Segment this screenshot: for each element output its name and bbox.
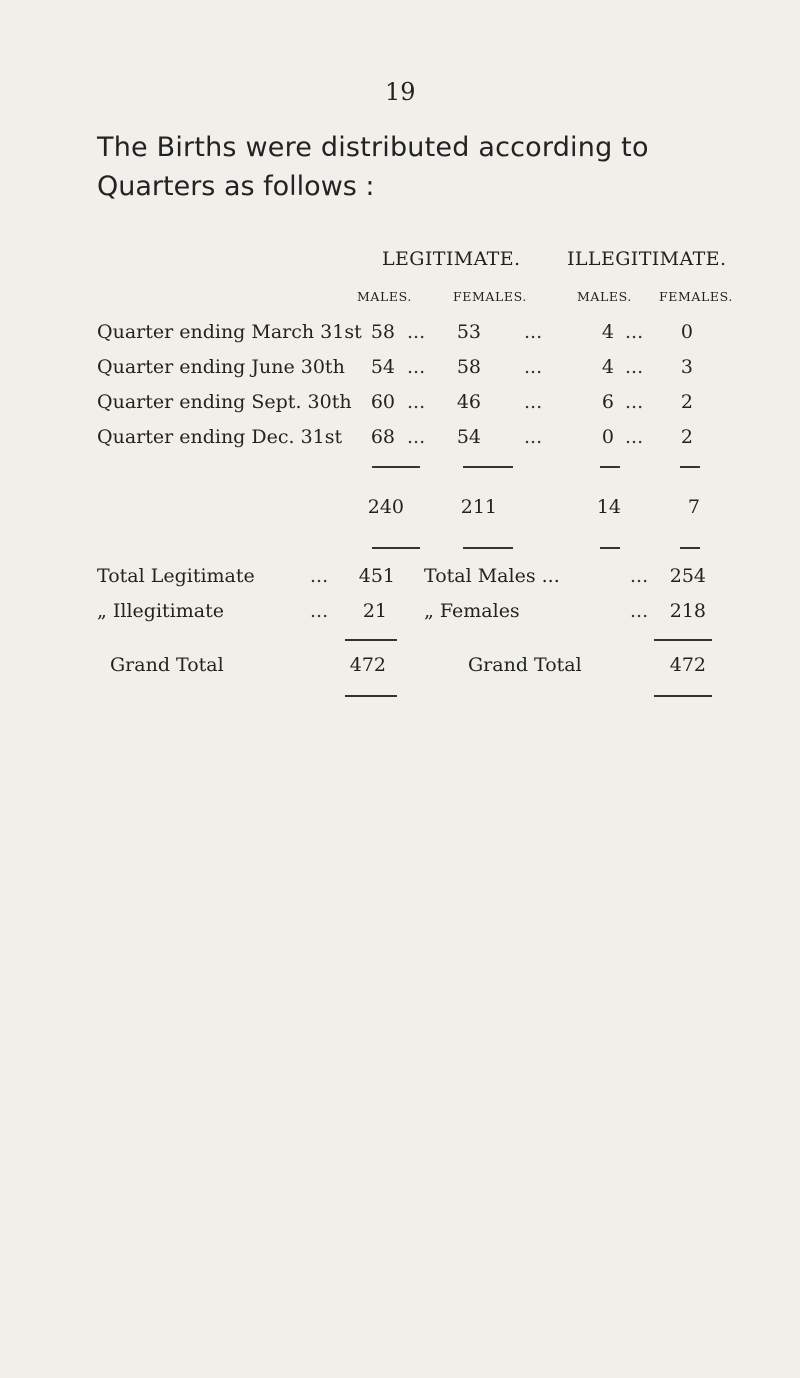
cell-illegit-females: 3	[680, 356, 693, 378]
total-illegit-females: 7	[687, 496, 700, 518]
summary-value: 21	[362, 600, 387, 622]
rule	[345, 639, 397, 641]
leader-dots: ...	[625, 391, 644, 413]
page-number: 19	[385, 78, 416, 106]
cell-illegit-males: 6	[601, 391, 614, 413]
leader-dots: ...	[524, 356, 543, 378]
row-label: Quarter ending Dec. 31st	[97, 426, 343, 448]
rule	[463, 547, 513, 549]
summary-value: 218	[669, 600, 706, 622]
cell-legit-females: 58	[456, 356, 481, 378]
leader-dots: ...	[630, 565, 649, 587]
summary-label: „ Illegitimate	[97, 600, 224, 622]
cell-legit-males: 60	[370, 391, 395, 413]
grand-total-label: Grand Total	[110, 654, 224, 676]
rule	[463, 466, 513, 468]
cell-illegit-females: 2	[680, 391, 693, 413]
leader-dots: ...	[625, 426, 644, 448]
grand-total-label: Grand Total	[468, 654, 582, 676]
rule	[600, 547, 620, 549]
summary-label: „ Females	[424, 600, 520, 622]
rule	[345, 695, 397, 697]
cell-legit-males: 58	[370, 321, 395, 343]
leader-dots: ...	[310, 600, 329, 622]
leader-dots: ...	[625, 321, 644, 343]
cell-illegit-males: 4	[601, 321, 614, 343]
total-legit-females: 211	[460, 496, 497, 518]
leader-dots: ...	[310, 565, 329, 587]
subhead-illegit-males: MALES.	[577, 289, 632, 304]
rule	[372, 547, 420, 549]
row-label: Quarter ending March 31st	[97, 321, 362, 343]
summary-value: 254	[669, 565, 706, 587]
rule	[680, 547, 700, 549]
rule	[600, 466, 620, 468]
leader-dots: ...	[407, 391, 426, 413]
leader-dots: ...	[407, 321, 426, 343]
row-label: Quarter ending Sept. 30th	[97, 391, 352, 413]
cell-illegit-males: 0	[601, 426, 614, 448]
rule	[654, 639, 712, 641]
cell-illegit-males: 4	[601, 356, 614, 378]
total-legit-males: 240	[367, 496, 404, 518]
leader-dots: ...	[524, 321, 543, 343]
cell-legit-females: 53	[456, 321, 481, 343]
leader-dots: ...	[524, 391, 543, 413]
summary-label: Total Males ...	[424, 565, 560, 587]
leader-dots: ...	[630, 600, 649, 622]
subhead-illegit-females: FEMALES.	[659, 289, 733, 304]
grand-total-value: 472	[349, 654, 386, 676]
leader-dots: ...	[407, 356, 426, 378]
legitimate-header: LEGITIMATE.	[382, 248, 521, 270]
intro-line-2: Quarters as follows :	[97, 171, 375, 202]
subhead-legit-females: FEMALES.	[453, 289, 527, 304]
leader-dots: ...	[407, 426, 426, 448]
rule	[372, 466, 420, 468]
intro-line-1: The Births were distributed according to	[97, 132, 649, 163]
rule	[654, 695, 712, 697]
cell-illegit-females: 0	[680, 321, 693, 343]
summary-value: 451	[358, 565, 395, 587]
total-illegit-males: 14	[596, 496, 621, 518]
illegitimate-header: ILLEGITIMATE.	[567, 248, 727, 270]
leader-dots: ...	[625, 356, 644, 378]
leader-dots: ...	[524, 426, 543, 448]
cell-legit-females: 54	[456, 426, 481, 448]
rule	[680, 466, 700, 468]
summary-label: Total Legitimate	[97, 565, 255, 587]
grand-total-value: 472	[669, 654, 706, 676]
cell-legit-males: 68	[370, 426, 395, 448]
cell-legit-females: 46	[456, 391, 481, 413]
subhead-legit-males: MALES.	[357, 289, 412, 304]
cell-legit-males: 54	[370, 356, 395, 378]
cell-illegit-females: 2	[680, 426, 693, 448]
row-label: Quarter ending June 30th	[97, 356, 345, 378]
